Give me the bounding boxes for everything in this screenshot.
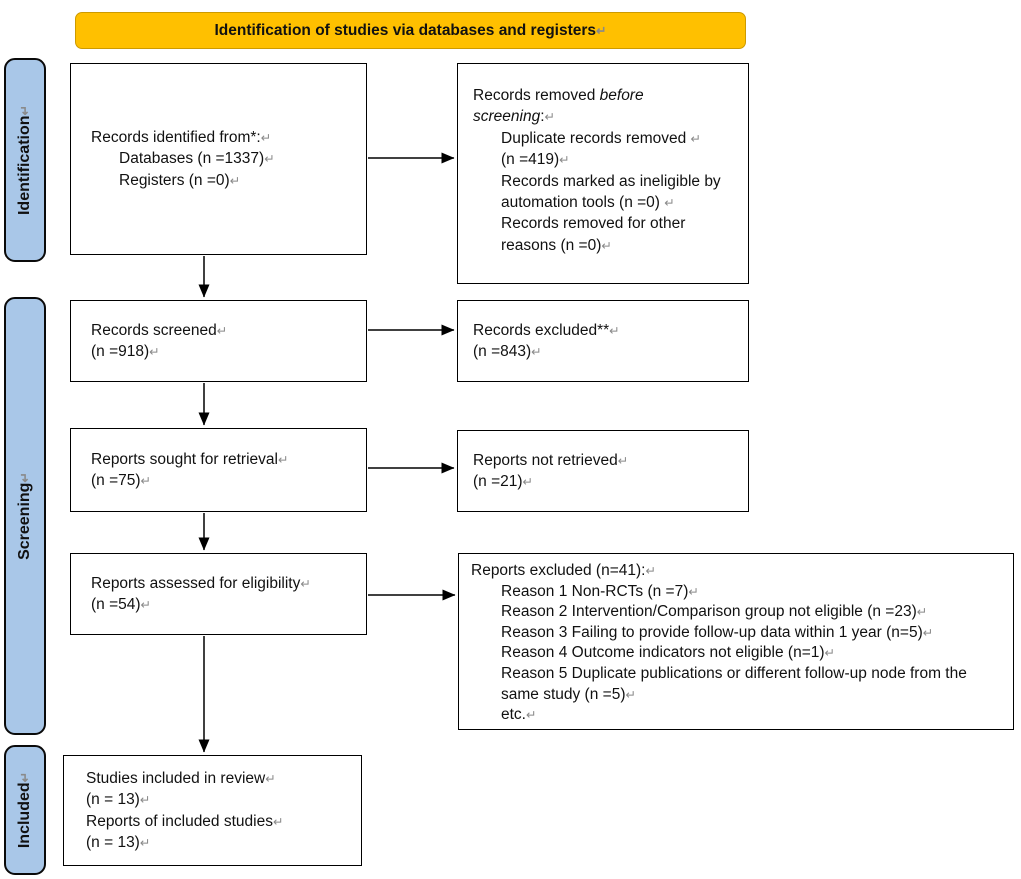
paragraph-mark: ↵	[140, 474, 152, 488]
box-line: (n = 13)↵	[86, 791, 151, 809]
box-line: (n =419)↵	[501, 151, 570, 169]
paragraph-mark: ↵	[272, 814, 284, 829]
paragraph-mark: ↵	[690, 131, 702, 146]
paragraph-mark: ↵	[300, 576, 311, 591]
paragraph-mark: ↵	[265, 771, 276, 786]
box-line: Studies included in review↵	[86, 769, 276, 787]
box-reports-not-retrieved	[457, 430, 749, 512]
box-line: (n = 13)↵	[86, 833, 151, 851]
box-studies-included	[63, 755, 362, 866]
paragraph-mark: ↵	[264, 152, 275, 167]
box-line: Records excluded**↵	[473, 321, 620, 339]
box-reports-sought	[70, 428, 367, 512]
paragraph-mark: ↵	[688, 584, 699, 599]
stage-label-text: Included↵	[16, 771, 34, 849]
box-line: Records marked as ineligible by automation tools (n =0) ↵	[501, 172, 721, 211]
banner-title-text: Identification of studies via databases and registers	[214, 21, 597, 39]
paragraph-mark: ↵	[229, 173, 241, 188]
paragraph-mark: ↵	[645, 564, 656, 578]
box-reports-assessed	[70, 553, 367, 635]
paragraph-mark: ↵	[531, 345, 542, 359]
box-line: Duplicate records removed ↵	[501, 129, 702, 147]
box-line: Reports of included studies↵	[86, 812, 284, 830]
box-line: Databases (n =1337)↵	[119, 150, 275, 168]
paragraph-mark: ↵	[18, 104, 33, 116]
paragraph-mark: ↵	[559, 153, 570, 168]
box-line: Reports excluded (n=41):↵	[471, 562, 656, 579]
box-line: Records screened↵	[91, 321, 228, 339]
box-line: (n =75)↵	[91, 472, 152, 489]
box-line: Reason 5 Duplicate publications or different follow-up node from the same study (n =5)↵	[501, 665, 967, 703]
box-line: Reason 2 Intervention/Comparison group not eligible (n =23)↵	[501, 603, 928, 621]
paragraph-mark: ↵	[664, 195, 675, 210]
box-line: Reason 4 Outcome indicators not eligible (n=1)↵	[501, 644, 836, 662]
stage-label-text: Screening↵	[16, 472, 33, 560]
box-line: etc.↵	[501, 706, 537, 724]
paragraph-mark: ↵	[139, 793, 151, 808]
italic-text: before	[599, 87, 644, 104]
box-line: Records identified from*:↵	[91, 128, 272, 146]
paragraph-mark: ↵	[601, 238, 612, 253]
paragraph-mark: ↵	[617, 453, 629, 468]
paragraph-mark: ↵	[277, 452, 289, 467]
box-line: (n =843)↵	[473, 343, 542, 360]
paragraph-mark: ↵	[824, 646, 836, 661]
box-reports-excluded	[458, 553, 1014, 730]
box-line: Reports not retrieved↵	[473, 451, 629, 469]
paragraph-mark: ↵	[525, 708, 537, 723]
box-line: (n =918)↵	[91, 343, 160, 360]
box-line: (n =21)↵	[473, 473, 534, 490]
paragraph-mark: ↵	[596, 24, 607, 38]
paragraph-mark: ↵	[922, 625, 934, 640]
box-records-screened	[70, 300, 367, 382]
paragraph-mark: ↵	[149, 345, 160, 359]
paragraph-mark: ↵	[916, 605, 928, 620]
stage-label-included	[4, 745, 46, 875]
box-line: Reports assessed for eligibility↵	[91, 574, 311, 592]
paragraph-mark: ↵	[216, 323, 228, 338]
stage-label-screening	[4, 297, 46, 735]
box-line: (n =54)↵	[91, 596, 152, 613]
paragraph-mark: ↵	[140, 598, 152, 612]
paragraph-mark: ↵	[18, 771, 33, 783]
italic-text: screening	[473, 108, 541, 126]
box-records-removed	[457, 63, 749, 284]
box-records-identified	[70, 63, 367, 255]
stage-label-text: Identification↵	[16, 104, 34, 216]
box-records-excluded	[457, 300, 749, 382]
box-line: Registers (n =0)↵	[119, 171, 241, 189]
box-line: Reports sought for retrieval↵	[91, 450, 289, 468]
paragraph-mark: ↵	[18, 472, 32, 483]
box-line: Reason 3 Failing to provide follow-up data within 1 year (n=5)↵	[501, 623, 934, 641]
paragraph-mark: ↵	[609, 323, 620, 338]
paragraph-mark: ↵	[522, 475, 534, 489]
stage-label-identification	[4, 58, 46, 262]
paragraph-mark: ↵	[544, 110, 556, 125]
box-line: Reason 1 Non-RCTs (n =7)↵	[501, 582, 699, 600]
box-line: Records removed for other reasons (n =0)↵	[501, 215, 686, 254]
paragraph-mark: ↵	[139, 835, 151, 850]
box-line: Records removed before screening:↵	[473, 87, 644, 126]
banner-title	[75, 12, 746, 49]
paragraph-mark: ↵	[625, 687, 636, 702]
paragraph-mark: ↵	[260, 130, 272, 145]
